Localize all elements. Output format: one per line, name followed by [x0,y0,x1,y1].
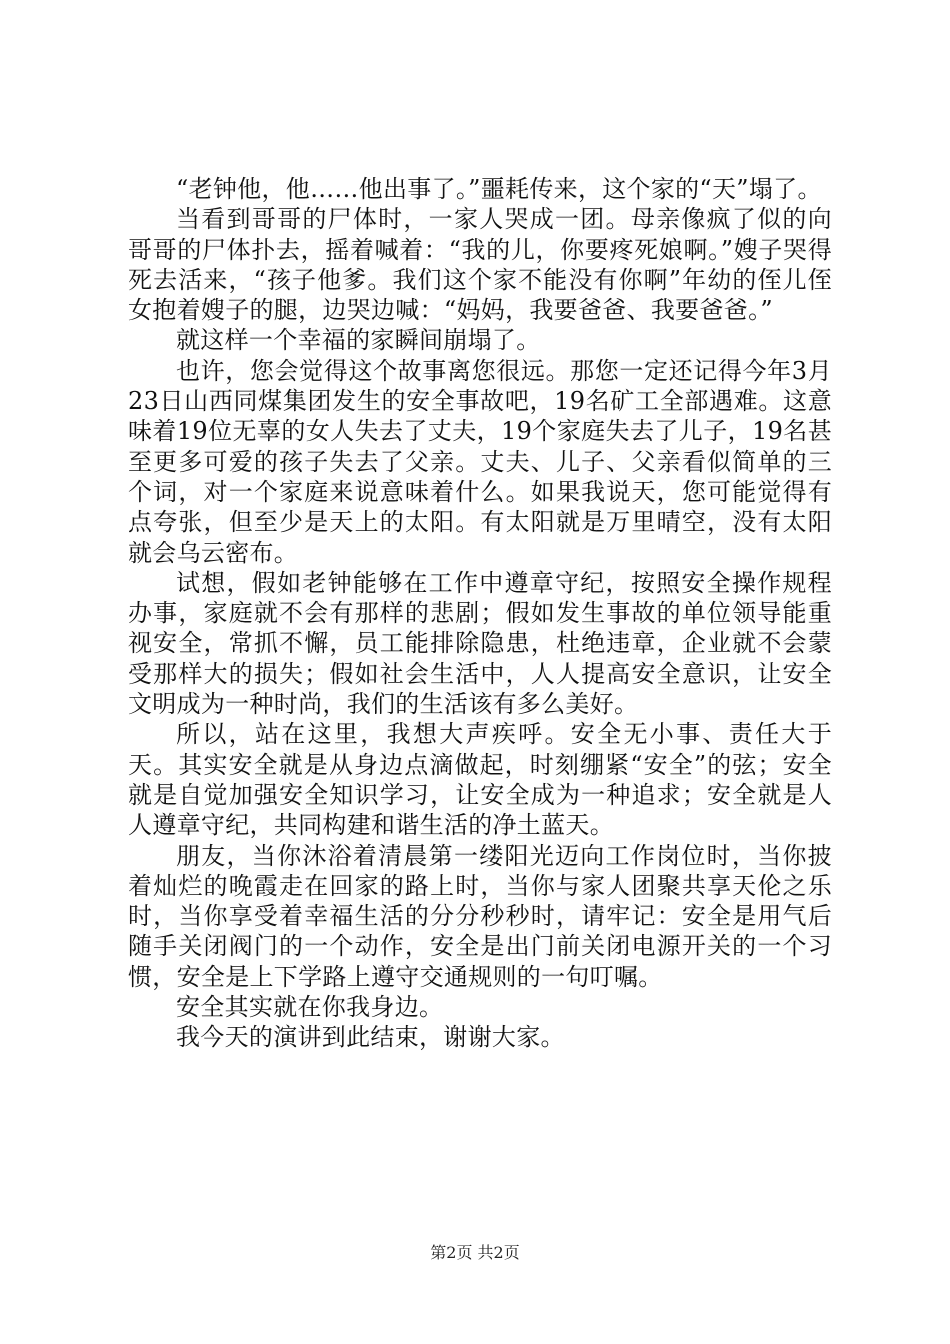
paragraph: 就这样一个幸福的家瞬间崩塌了。 [176,326,541,355]
paragraph: 所以，站在这里，我想大声疾呼。安全无小事、责任大于天。其实安全就是从身边点滴做起，时刻绷紧“安全”的弦；安全就是自觉加强安全知识学习，让安全成为一种追求；安全就是人人遵章守纪，共同构建和谐生活的净土蓝天。 [128,720,832,840]
paragraph: 我今天的演讲到此结束，谢谢大家。 [176,1023,565,1052]
paragraph: 朋友，当你沐浴着清晨第一缕阳光迈向工作岗位时，当你披着灿烂的晚霞走在回家的路上时，当你与家人团聚共享天伦之乐时，当你享受着幸福生活的分分秒秒时，请牢记：安全是用气后随手关闭阀门的一个动作，安全是出门前关闭电源开关的一个习惯，安全是上下学路上遵守交通规则的一句叮嘱。 [128,841,832,991]
paragraph: 试想，假如老钟能够在工作中遵章守纪，按照安全操作规程办事，家庭就不会有那样的悲剧；假如发生事故的单位领导能重视安全，常抓不懈，员工能排除隐患，杜绝违章，企业就不会蒙受那样大的损失；假如社会生活中，人人提高安全意识，让安全文明成为一种时尚，我们的生活该有多么美好。 [128,568,832,719]
paragraph: 当看到哥哥的尸体时，一家人哭成一团。母亲像疯了似的向哥哥的尸体扑去，摇着喊着：“我的儿，你要疼死娘啊。”嫂子哭得死去活来，“孩子他爹。我们这个家不能没有你啊”年幼的侄儿侄女抱着嫂子的腿，边哭边喊：“妈妈，我要爸爸、我要爸爸。” [128,205,832,325]
paragraph: “老钟他，他……他出事了。”噩耗传来，这个家的“天”塌了。 [176,175,822,203]
document-body [128,174,832,1053]
paragraph: 也许，您会觉得这个故事离您很远。那您一定还记得今年3月23日山西同煤集团发生的安全事故吧，19名矿工全部遇难。这意味着19位无辜的女人失去了丈夫，19个家庭失去了儿子，19名甚至更多可爱的孩子失去了父亲。丈夫、儿子、父亲看似简单的三个词，对一个家庭来说意味着什么。如果我说天，您可能觉得有点夸张，但至少是天上的太阳。有太阳就是万里晴空，没有太阳就会乌云密布。 [128,356,832,567]
page-number-footer: 第2页 共2页 [430,1243,520,1262]
paragraph: 安全其实就在你我身边。 [176,993,444,1022]
